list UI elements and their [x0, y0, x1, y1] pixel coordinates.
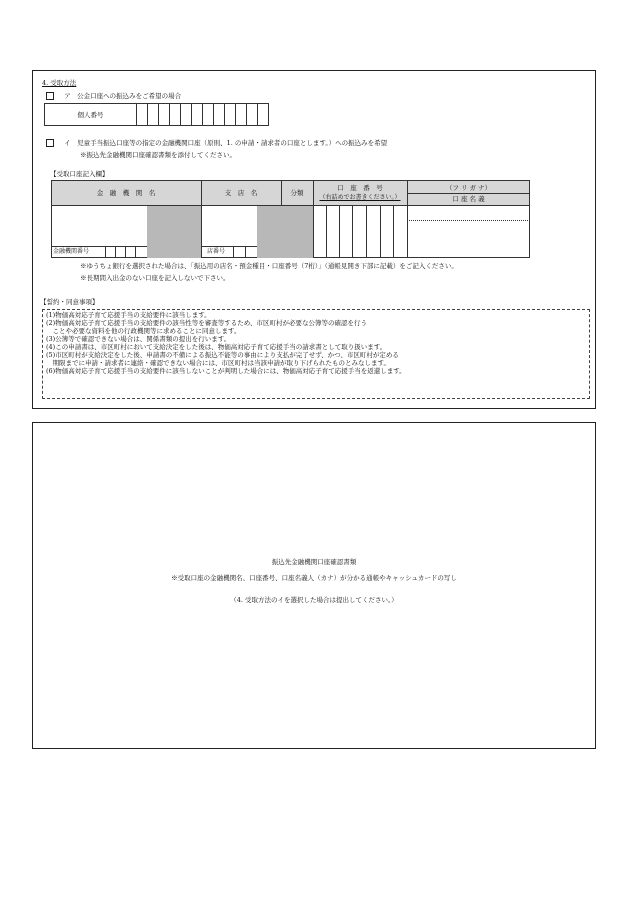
account-header: 【受取口座記入欄】 [50, 170, 109, 178]
attachment-area [32, 422, 596, 749]
option-a-label: ア 公金口座への振込みをご希望の場合 [64, 92, 182, 100]
kojin-digit[interactable] [247, 104, 258, 126]
kojin-bango-table [44, 103, 269, 126]
pledge-item: ことや必要な資料を他の行政機関等に求めることに同意します。 [46, 327, 241, 335]
kojin-digit[interactable] [192, 104, 203, 126]
bank-name-header: 金 融 機 関 名 [96, 189, 156, 197]
kojin-label: 個人番号 [45, 104, 137, 126]
kojin-digit[interactable] [236, 104, 247, 126]
option-i-row [46, 139, 387, 147]
pledge-header: 【誓約・同意事項】 [40, 298, 99, 306]
branch-name-header: 支 店 名 [224, 189, 258, 197]
kojin-digit[interactable] [170, 104, 181, 126]
account-table [51, 180, 530, 258]
section-title: 4. 受取方法 [42, 79, 77, 87]
attach-line2: （4. 受取方法のイを選択した場合は提出してください。） [230, 596, 398, 604]
kojin-digit[interactable] [258, 104, 269, 126]
option-i-checkbox[interactable] [46, 139, 54, 147]
branch-code-label: 店番号 [207, 248, 226, 255]
pledge-item: (4)この申請書は、市区町村において支給決定をした後は、物価高対応子育て応援手当の請求書として取り扱います。 [46, 343, 387, 351]
bank-code-label: 金融機関番号 [53, 248, 90, 255]
yucho-note: ※ゆうちょ銀行を選択された場合は、「振込用の店名・預金種目・口座番号（7桁）」（通帳見開き下部に記載）をご記入ください。 [80, 262, 458, 270]
type-header: 分類 [290, 189, 304, 197]
kojin-digit[interactable] [225, 104, 236, 126]
account-number-header: 口 座 番 号 [337, 184, 383, 192]
pledge-item: (5)市区町村が支給決定をした後、申請書の不備による振込不能等の事由により支払が完了せず、かつ、市区町村が定める [46, 351, 399, 359]
attach-line1: ※受取口座の金融機関名、口座番号、口座名義人（カナ）が分かる通帳やキャッシュカードの写し [171, 574, 457, 582]
pledge-item: (1)物価高対応子育て応援手当の支給要件に該当します。 [46, 311, 211, 319]
account-number-subheader: （右詰めでお書きください。） [319, 194, 401, 201]
option-i-note: ※振込先金融機関口座確認書類を添付してください。 [80, 151, 236, 159]
kojin-digit[interactable] [181, 104, 192, 126]
pledge-item: 期限までに申請・請求者に連絡・確認できない場合には、市区町村は当該申請が取り下げられたものとみなします。 [46, 359, 390, 367]
pledge-item: (6)物価高対応子育て応援手当の支給要件に該当しないことが判明した場合には、物価高対応子育て応援手当を返還します。 [46, 367, 406, 375]
kojin-digit[interactable] [203, 104, 214, 126]
pledge-item: (2)物価高対応子育て応援手当の支給要件の該当性等を審査等するため、市区町村が必要な公簿等の確認を行う [46, 319, 367, 327]
option-a-checkbox[interactable] [46, 92, 54, 100]
kojin-digit[interactable] [159, 104, 170, 126]
kojin-digit[interactable] [214, 104, 225, 126]
pledge-item: (3)公簿等で確認できない場合は、関係書類の提出を行います。 [46, 335, 231, 343]
holder-name-header: 口 座 名 義 [452, 195, 485, 203]
furigana-header: （フ リ ガ ナ） [445, 184, 492, 192]
dormant-note: ※長期間入出金のない口座を記入しないで下さい。 [80, 274, 230, 282]
kojin-digit[interactable] [137, 104, 148, 126]
attach-title: 振込先金融機関口座確認書類 [271, 558, 357, 566]
kojin-digit[interactable] [148, 104, 159, 126]
option-i-label: イ 児童手当振込口座等の指定の金融機関口座（原則、1. の申請・請求者の口座とします。）への振込みを希望 [64, 139, 388, 147]
option-a-row [46, 92, 181, 100]
pledge-list [46, 311, 406, 375]
